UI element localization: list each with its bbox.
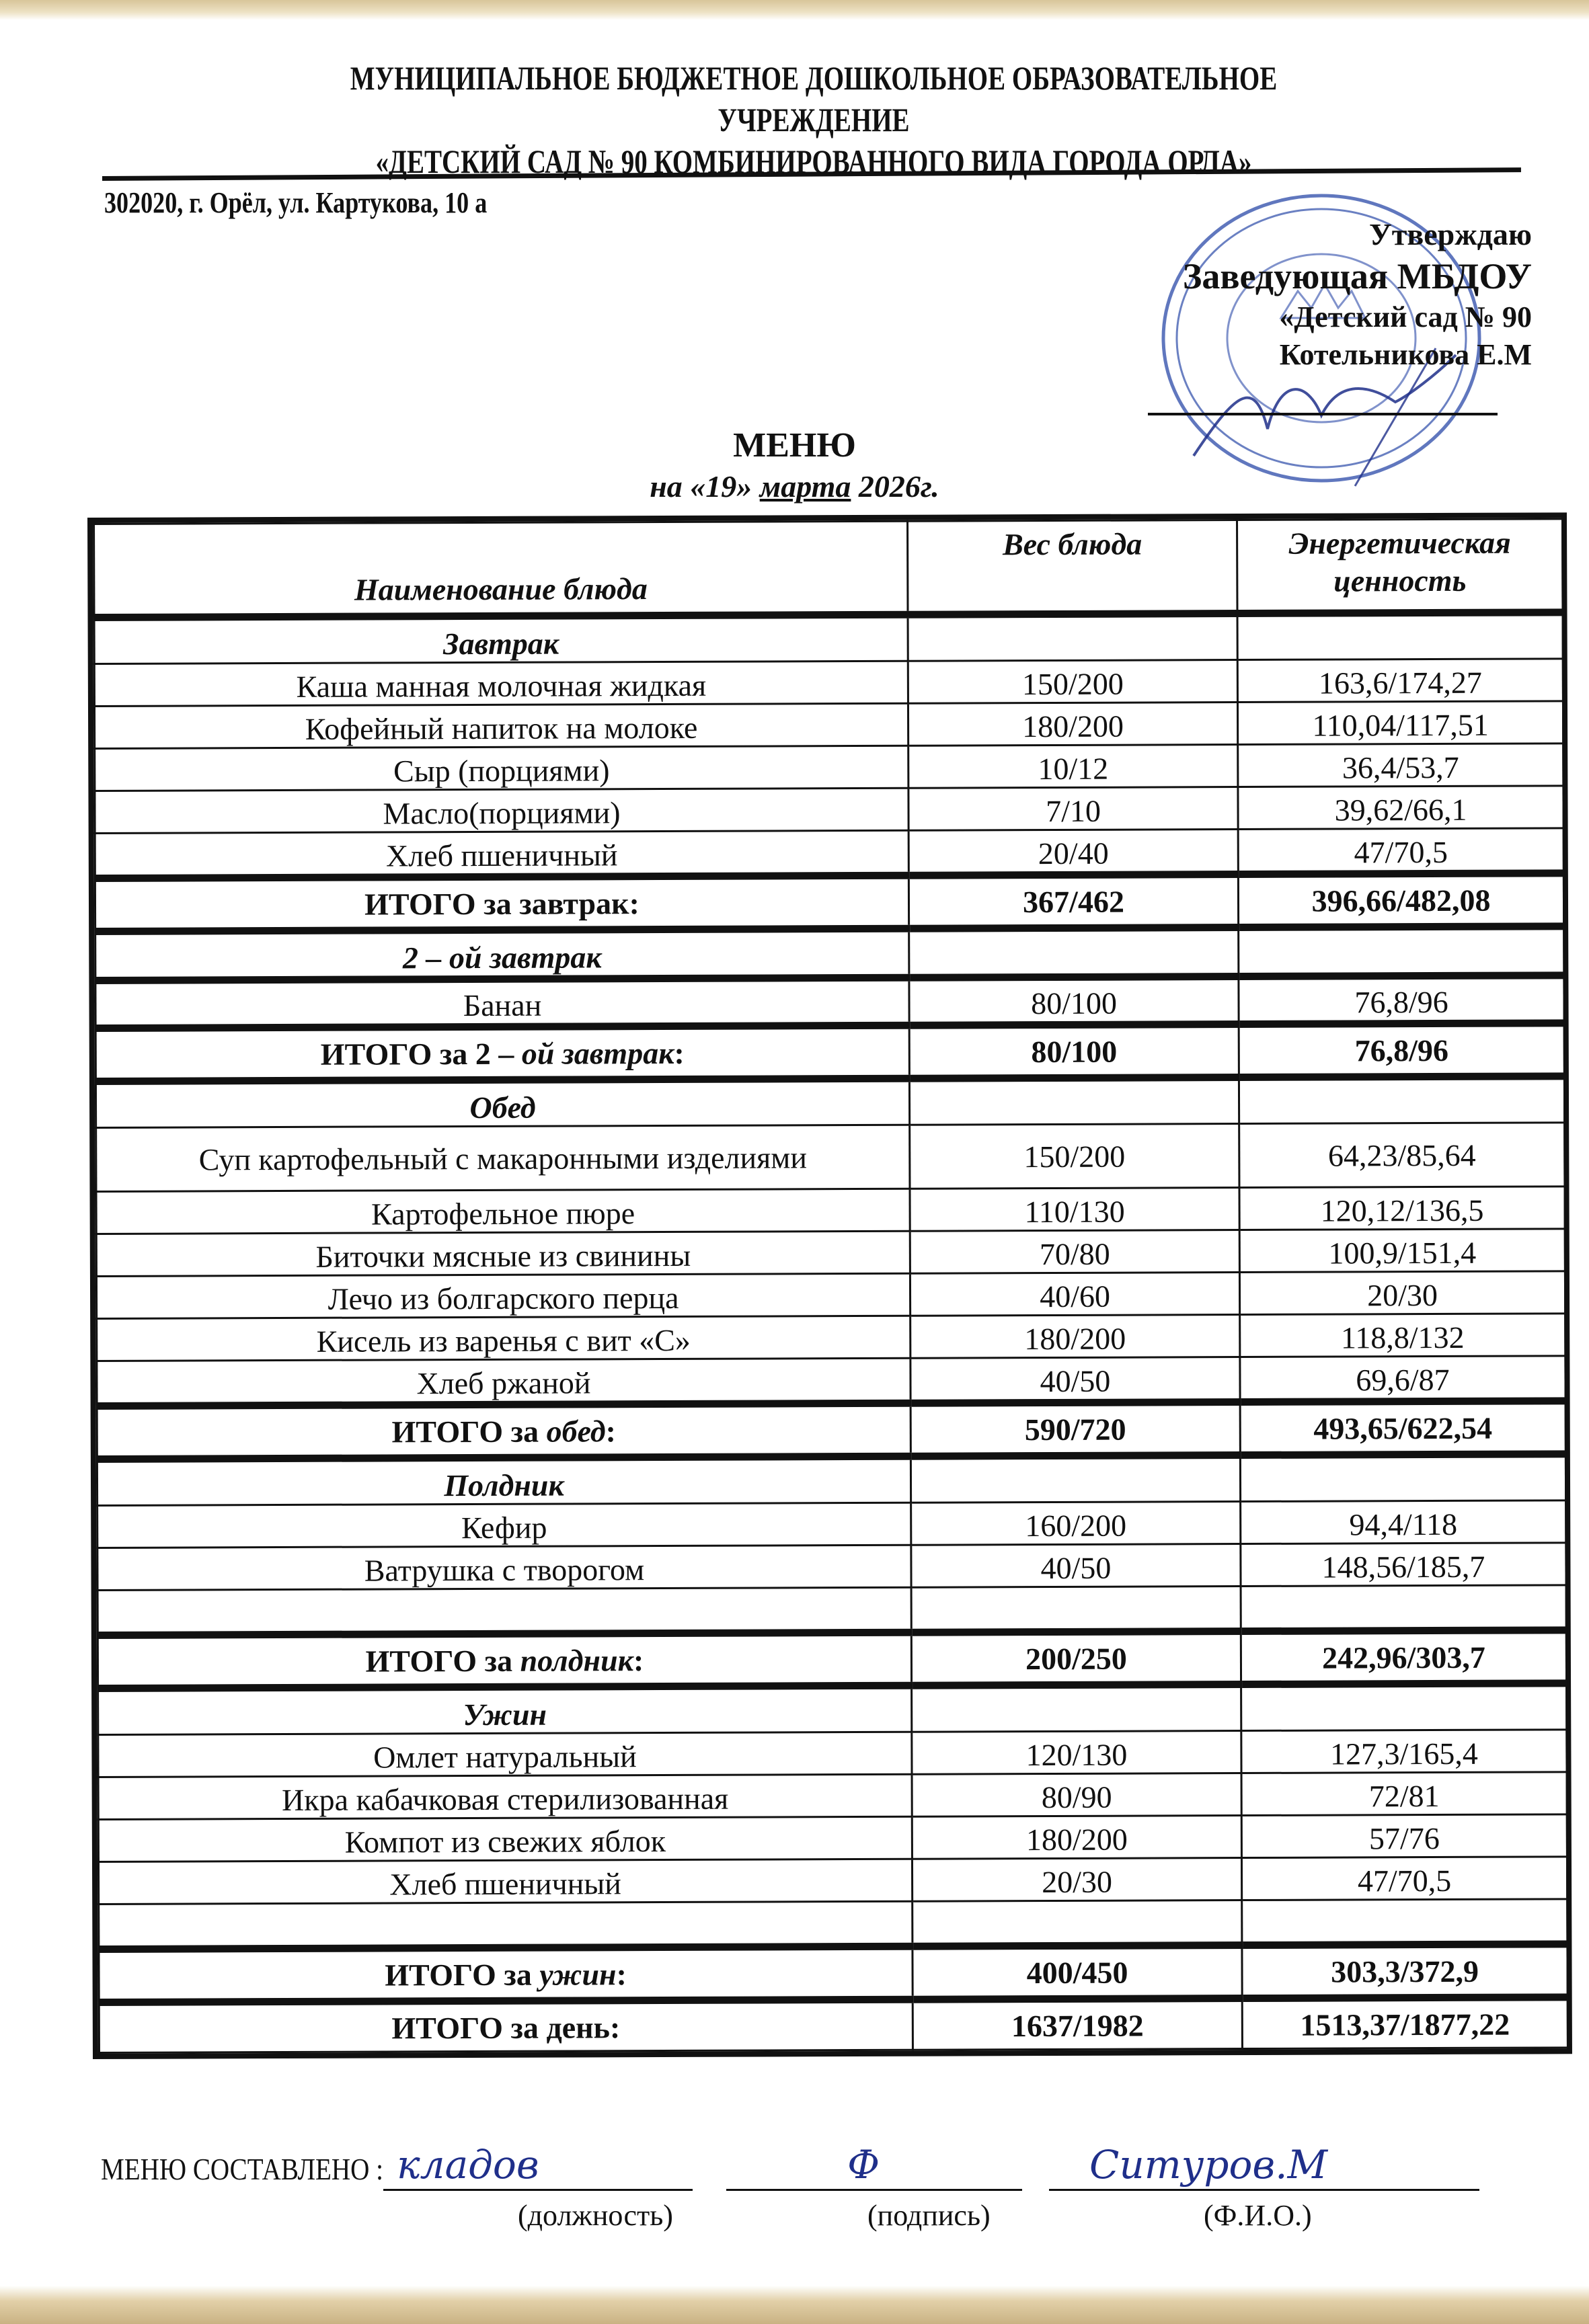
total-label-italic: обед xyxy=(546,1413,606,1449)
dish-weight: 150/200 xyxy=(908,660,1237,704)
section-total-row xyxy=(95,1023,1564,1082)
menu-table xyxy=(87,512,1572,2059)
dish-name: Компот из свежих яблок xyxy=(98,1816,912,1861)
section-total-row xyxy=(98,1630,1566,1689)
dish-weight: 80/90 xyxy=(912,1773,1241,1817)
fio-label: (Ф.И.О.) xyxy=(1204,2199,1312,2232)
section-header-row xyxy=(98,1683,1567,1735)
approval-block xyxy=(1021,215,1532,374)
section-total-energy: 396,66/482,08 xyxy=(1238,873,1563,928)
dish-name: Ватрушка с творогом xyxy=(98,1545,911,1590)
dish-weight: 150/200 xyxy=(910,1124,1239,1189)
header-dish-name: Наименование блюда xyxy=(94,521,908,617)
dish-weight: 160/200 xyxy=(911,1502,1241,1546)
dish-weight: 120/130 xyxy=(912,1731,1241,1775)
table-body xyxy=(94,612,1567,2053)
menu-date xyxy=(0,468,1589,506)
menu-heading: МЕНЮ xyxy=(733,426,856,465)
dish-name: Масло(порциями) xyxy=(95,788,908,833)
dish-weight: 180/200 xyxy=(910,1315,1240,1359)
section-total-row xyxy=(99,1944,1567,2003)
approval-line2: Заведующая МБДОУ xyxy=(1182,256,1532,296)
total-label-italic: ой завтрак xyxy=(521,1035,674,1071)
signature-label: (подпись) xyxy=(867,2199,991,2232)
approval-signature-line xyxy=(1148,413,1498,415)
total-label-prefix: ИТОГО за 2 – xyxy=(320,1036,522,1072)
section-total-energy: 242,96/303,7 xyxy=(1241,1630,1566,1685)
section-total-row xyxy=(95,873,1563,932)
dish-weight: 70/80 xyxy=(910,1230,1239,1274)
table-row xyxy=(96,1187,1565,1234)
dish-weight: 20/40 xyxy=(908,830,1238,876)
table-row xyxy=(95,975,1564,1029)
section-energy-empty xyxy=(1241,1683,1567,1731)
dish-weight: 40/50 xyxy=(911,1544,1241,1588)
table-row xyxy=(96,1271,1565,1319)
total-label-prefix: ИТОГО за xyxy=(391,1414,547,1449)
section-energy-empty xyxy=(1239,926,1564,977)
table-row xyxy=(97,1314,1565,1361)
section-weight-empty xyxy=(909,928,1239,978)
section-weight-empty xyxy=(908,614,1237,662)
section-total-row xyxy=(97,1401,1565,1459)
section-total-label xyxy=(95,1025,909,1081)
table-row xyxy=(94,701,1563,749)
fio-line xyxy=(1049,2189,1479,2191)
menu-date-month: марта xyxy=(759,469,851,504)
menu-date-suffix: 2026г. xyxy=(851,469,939,504)
dish-weight: 180/200 xyxy=(908,703,1237,746)
dish-energy: 118,8/132 xyxy=(1240,1314,1565,1357)
dish-weight: 80/100 xyxy=(909,977,1239,1026)
table-row xyxy=(96,1123,1565,1192)
dish-weight: 40/60 xyxy=(910,1273,1239,1316)
section-total-energy: 493,65/622,54 xyxy=(1240,1401,1565,1455)
section-header-row xyxy=(95,1076,1564,1128)
dish-name: Омлет натуральный xyxy=(98,1732,912,1777)
section-header-row xyxy=(94,612,1563,664)
total-label-plain: : xyxy=(633,1642,644,1677)
table-row xyxy=(98,1500,1566,1548)
organization-address: 302020, г. Орёл, ул. Картукова, 10 а xyxy=(104,186,488,219)
menu-date-prefix: на «19» xyxy=(650,469,760,504)
table-row xyxy=(98,1772,1567,1820)
dish-energy: 72/81 xyxy=(1241,1772,1567,1816)
section-weight-empty xyxy=(909,1078,1239,1125)
section-total-label xyxy=(99,1946,913,2002)
organization-header xyxy=(258,57,1370,182)
dish-energy: 100,9/151,4 xyxy=(1239,1229,1565,1273)
section-name: Полдник xyxy=(97,1456,910,1505)
table-row xyxy=(96,1229,1565,1277)
dish-weight: 7/10 xyxy=(908,787,1238,831)
section-total-energy: 303,3/372,9 xyxy=(1242,1944,1567,1999)
section-name: Ужин xyxy=(98,1685,912,1734)
handwritten-fio: Ситуров.М xyxy=(1089,2142,1328,2188)
total-label-plain: завтрак: xyxy=(519,885,640,921)
table-row xyxy=(98,1857,1567,1905)
dish-weight: 110/130 xyxy=(910,1188,1239,1232)
section-total-weight: 200/250 xyxy=(911,1632,1241,1686)
dish-energy: 64,23/85,64 xyxy=(1239,1123,1565,1188)
dish-weight: 40/50 xyxy=(910,1357,1240,1404)
section-energy-empty xyxy=(1239,1076,1564,1124)
section-total-weight: 400/450 xyxy=(913,1946,1242,2000)
dish-name: Хлеб пшеничный xyxy=(98,1859,912,1904)
section-total-label xyxy=(95,875,908,931)
dish-energy: 120,12/136,5 xyxy=(1239,1187,1565,1230)
approval-line4: Котельникова Е.М xyxy=(1279,338,1532,371)
dish-energy: 36,4/53,7 xyxy=(1238,744,1563,787)
empty-cell xyxy=(913,1900,1242,1947)
total-label-plain: : xyxy=(616,1956,627,1991)
table-row xyxy=(98,1814,1567,1862)
dish-energy: 148,56/185,7 xyxy=(1241,1543,1566,1587)
empty-cell xyxy=(99,1901,913,1949)
table-row xyxy=(97,1356,1565,1406)
section-total-energy: 76,8/96 xyxy=(1239,1023,1564,1078)
position-line xyxy=(383,2189,693,2191)
table-row xyxy=(94,659,1563,707)
total-label-italic: ужин xyxy=(539,1956,617,1992)
dish-name: Биточки мясные из свинины xyxy=(96,1231,910,1276)
approval-line1: Утверждаю xyxy=(1369,217,1532,251)
empty-cell xyxy=(911,1587,1241,1633)
dish-energy: 57/76 xyxy=(1241,1814,1567,1858)
table-row xyxy=(95,744,1563,791)
header-energy-line2: ценность xyxy=(1333,563,1467,598)
table-row xyxy=(95,786,1563,834)
section-total-weight: 590/720 xyxy=(910,1402,1240,1457)
dish-energy: 47/70,5 xyxy=(1238,828,1563,875)
section-total-label xyxy=(98,1632,911,1688)
dish-weight: 20/30 xyxy=(912,1858,1241,1902)
table-row xyxy=(98,1730,1567,1777)
dish-weight: 10/12 xyxy=(908,745,1238,789)
section-name: Завтрак xyxy=(94,614,908,664)
dish-energy: 39,62/66,1 xyxy=(1238,786,1563,830)
dish-energy: 163,6/174,27 xyxy=(1237,659,1563,703)
table-row xyxy=(98,1543,1566,1591)
section-energy-empty xyxy=(1237,612,1563,660)
dish-energy: 20/30 xyxy=(1239,1271,1565,1315)
handwritten-position: кладов xyxy=(397,2142,539,2188)
total-label-italic: полдник xyxy=(520,1642,634,1678)
dish-energy: 94,4/118 xyxy=(1241,1500,1566,1544)
section-total-weight: 367/462 xyxy=(908,875,1238,929)
signature-line xyxy=(726,2189,1022,2191)
section-energy-empty xyxy=(1240,1454,1565,1502)
dish-energy: 47/70,5 xyxy=(1241,1857,1567,1900)
day-total-row xyxy=(99,1997,1567,2053)
dish-name: Икра кабачковая стерилизованная xyxy=(98,1774,912,1819)
background-bottom xyxy=(0,2286,1589,2324)
total-label-plain: : xyxy=(674,1035,685,1070)
header-weight: Вес блюда xyxy=(908,520,1237,615)
empty-cell xyxy=(1241,1585,1566,1632)
dish-energy: 76,8/96 xyxy=(1239,975,1564,1025)
empty-row xyxy=(99,1899,1567,1950)
dish-name: Хлеб пшеничный xyxy=(95,830,908,878)
dish-energy: 127,3/165,4 xyxy=(1241,1730,1567,1773)
total-label-plain: : xyxy=(605,1413,617,1448)
section-header-row xyxy=(97,1454,1565,1506)
dish-name: Лечо из болгарского перца xyxy=(96,1273,910,1318)
empty-cell xyxy=(98,1587,911,1635)
section-total-label xyxy=(97,1403,910,1459)
menu-composed-label: МЕНЮ СОСТАВЛЕНО : xyxy=(101,2152,384,2186)
table-header-row xyxy=(94,519,1563,618)
section-weight-empty xyxy=(910,1455,1240,1503)
day-total-weight: 1637/1982 xyxy=(913,1999,1242,2050)
dish-name: Кофейный напиток на молоке xyxy=(94,703,908,748)
empty-cell xyxy=(1242,1899,1567,1946)
empty-row xyxy=(98,1585,1566,1636)
day-total-label: ИТОГО за день: xyxy=(99,1999,913,2052)
dish-name: Каша манная молочная жидкая xyxy=(94,661,908,706)
position-label: (должность) xyxy=(518,2199,673,2232)
section-name: Обед xyxy=(95,1078,909,1127)
document-title xyxy=(0,424,1589,506)
section-header-row xyxy=(95,926,1564,981)
organization-line2: «ДЕТСКИЙ САД № 90 КОМБИНИРОВАННОГО ВИДА ГОРОДА ОРЛА» xyxy=(375,143,1252,180)
organization-line1: МУНИЦИПАЛЬНОЕ БЮДЖЕТНОЕ ДОШКОЛЬНОЕ ОБРАЗОВАТЕЛЬНОЕ УЧРЕЖДЕНИЕ xyxy=(350,59,1278,138)
section-total-weight: 80/100 xyxy=(909,1025,1239,1079)
total-label-prefix: ИТОГО за xyxy=(365,1643,520,1679)
day-total-energy: 1513,37/1877,22 xyxy=(1242,1997,1567,2049)
dish-name: Хлеб ржаной xyxy=(97,1358,910,1406)
header-energy-line1: Энергетическая xyxy=(1288,525,1511,561)
handwritten-signature: Ф xyxy=(847,2142,880,2188)
total-label-prefix: ИТОГО за xyxy=(364,886,520,922)
dish-energy: 69,6/87 xyxy=(1240,1356,1565,1402)
dish-name: Кефир xyxy=(98,1502,911,1548)
background-top xyxy=(0,0,1589,20)
section-weight-empty xyxy=(912,1685,1241,1732)
header-energy xyxy=(1237,519,1563,614)
approval-line3: «Детский сад № 90 xyxy=(1279,300,1532,333)
dish-name: Суп картофельный с макаронными изделиями xyxy=(96,1125,910,1191)
table-row xyxy=(95,828,1563,879)
dish-weight: 180/200 xyxy=(912,1816,1241,1859)
footer xyxy=(101,2142,1513,2272)
dish-name: Банан xyxy=(95,977,909,1028)
dish-name: Кисель из варенья с вит «С» xyxy=(97,1316,910,1361)
dish-name: Картофельное пюре xyxy=(96,1189,910,1234)
dish-energy: 110,04/117,51 xyxy=(1237,701,1563,745)
dish-name: Сыр (порциями) xyxy=(95,746,908,791)
section-name: 2 – ой завтрак xyxy=(95,928,909,980)
total-label-prefix: ИТОГО за xyxy=(385,1957,540,1992)
